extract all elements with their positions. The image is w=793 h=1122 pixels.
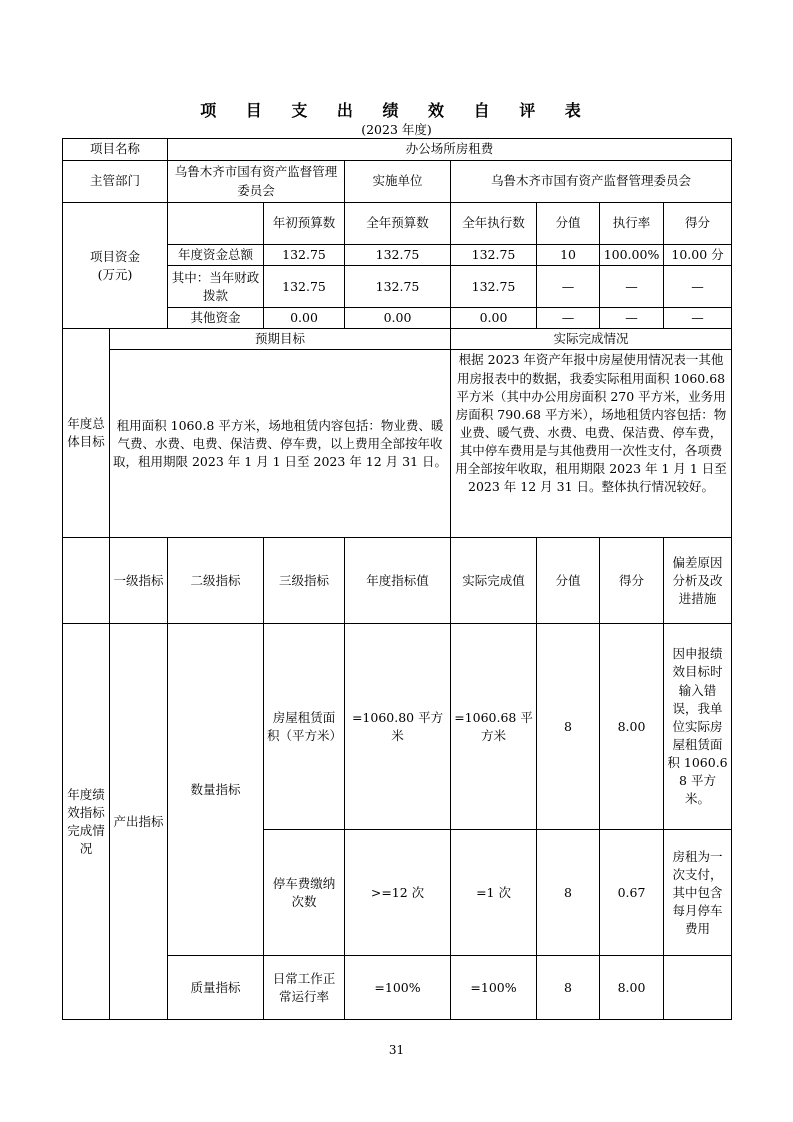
- funds-row-name: 其中：当年财政拨款: [168, 266, 264, 308]
- department-value: 乌鲁木齐市国有资产监督管理委员会: [168, 161, 345, 203]
- actual-completion-header: 实际完成情况: [451, 329, 732, 350]
- funds-cell: 132.75: [451, 266, 537, 308]
- self-evaluation-table: [62, 138, 732, 1020]
- funds-cell: 0.00: [451, 308, 537, 329]
- level1-indicator: 产出指标: [110, 624, 168, 1020]
- score-value: 8: [537, 624, 600, 830]
- funds-header-cell: 执行率: [600, 203, 664, 245]
- target-value: =100%: [345, 956, 451, 1020]
- indicator-header-cell: 实际完成值: [451, 538, 537, 624]
- target-value: =1060.80 平方米: [345, 624, 451, 830]
- funds-header-cell: 分值: [537, 203, 600, 245]
- expected-goal-text: 租用面积 1060.8 平方米，场地租赁内容包括：物业费、暖气费、水费、电费、保洁费、停车费，以上费用全部按年收取，租用期限 2023 年 1 月 1 日至 2023 年 12 月 31 日。: [110, 350, 451, 538]
- indicator-header-cell: 二级指标: [168, 538, 264, 624]
- expected-goal-header: 预期目标: [110, 329, 451, 350]
- funds-header-empty: [168, 203, 264, 245]
- indicator-header-cell: 分值: [537, 538, 600, 624]
- impl-unit-label: 实施单位: [345, 161, 451, 203]
- actual-value: =100%: [451, 956, 537, 1020]
- funds-cell: 132.75: [264, 266, 345, 308]
- funds-cell: 10.00 分: [664, 245, 732, 266]
- funds-row-name: 其他资金: [168, 308, 264, 329]
- funds-header-cell: 全年预算数: [345, 203, 451, 245]
- funds-header-row: [63, 203, 732, 245]
- funds-cell: 132.75: [264, 245, 345, 266]
- deviation-reason: 因申报绩效目标时输入错误，我单位实际房屋租赁面积 1060.68 平方米。: [664, 624, 732, 830]
- indicator-section-label: 年度绩效指标完成情况: [63, 624, 110, 1020]
- score-value: 8: [537, 956, 600, 1020]
- page-number: 31: [388, 1043, 405, 1057]
- level3-indicator: 停车费缴纳次数: [264, 830, 345, 956]
- indicator-header-cell: 得分: [600, 538, 664, 624]
- funds-cell: 0.00: [264, 308, 345, 329]
- project-name-row: [63, 139, 732, 161]
- funds-cell: —: [537, 266, 600, 308]
- page-subtitle: (2023 年度): [361, 122, 432, 137]
- page-title: 项 目 支 出 绩 效 自 评 表: [200, 101, 593, 120]
- funds-cell: 100.00%: [600, 245, 664, 266]
- overall-goal-label: 年度总体目标: [63, 329, 110, 538]
- target-value: >=12 次: [345, 830, 451, 956]
- actual-value: =1060.68 平方米: [451, 624, 537, 830]
- indicator-header-cell: 偏差原因分析及改进措施: [664, 538, 732, 624]
- funds-label: 项目资金 (万元): [63, 203, 168, 329]
- actual-completion-text: 根据 2023 年资产年报中房屋使用情况表一其他用房报表中的数据，我委实际租用面积 1060.68 平方米（其中办公用房面积 270 平方米，业务用房面积 790.68 平方米），场地租赁内容包括：物业费、暖气费、水费、电费、保洁费、停车费，其中停车费用是与其他费用一次性支付，各项费用全部按年收取，租用期限 2023 年 1 月 1 日至 2023 年 12 月 31 日。整体执行情况较好。: [451, 350, 732, 538]
- score-value: 8: [537, 830, 600, 956]
- funds-header-cell: 得分: [664, 203, 732, 245]
- funds-cell: —: [664, 308, 732, 329]
- funds-cell: —: [664, 266, 732, 308]
- deviation-reason: 房租为一次支付，其中包含每月停车费用: [664, 830, 732, 956]
- funds-cell: 0.00: [345, 308, 451, 329]
- project-name-value: 办公场所房租费: [168, 139, 732, 161]
- actual-value: =1 次: [451, 830, 537, 956]
- indicator-header-cell: 三级指标: [264, 538, 345, 624]
- indicator-header-cell: 一级指标: [110, 538, 168, 624]
- deviation-reason: [664, 956, 732, 1020]
- funds-cell: 132.75: [345, 245, 451, 266]
- funds-header-cell: 全年执行数: [451, 203, 537, 245]
- goal-header-row: [63, 329, 732, 350]
- department-label: 主管部门: [63, 161, 168, 203]
- funds-header-cell: 年初预算数: [264, 203, 345, 245]
- quantity-indicator: 数量指标: [168, 624, 264, 956]
- score: 8.00: [600, 956, 664, 1020]
- funds-cell: 132.75: [345, 266, 451, 308]
- funds-cell: 10: [537, 245, 600, 266]
- project-name-label: 项目名称: [63, 139, 168, 161]
- indicator-header-cell: 年度指标值: [345, 538, 451, 624]
- level3-indicator: 日常工作正常运行率: [264, 956, 345, 1020]
- score: 8.00: [600, 624, 664, 830]
- level3-indicator: 房屋租赁面积（平方米）: [264, 624, 345, 830]
- funds-cell: —: [600, 266, 664, 308]
- funds-cell: —: [600, 308, 664, 329]
- funds-cell: —: [537, 308, 600, 329]
- impl-unit-value: 乌鲁木齐市国有资产监督管理委员会: [451, 161, 732, 203]
- funds-cell: 132.75: [451, 245, 537, 266]
- indicator-header-empty: [63, 538, 110, 624]
- score: 0.67: [600, 830, 664, 956]
- indicator-header-row: [63, 538, 732, 624]
- department-row: [63, 161, 732, 203]
- goal-content-row: [63, 350, 732, 538]
- funds-row-name: 年度资金总额: [168, 245, 264, 266]
- indicator-row: [63, 624, 732, 830]
- quality-indicator: 质量指标: [168, 956, 264, 1020]
